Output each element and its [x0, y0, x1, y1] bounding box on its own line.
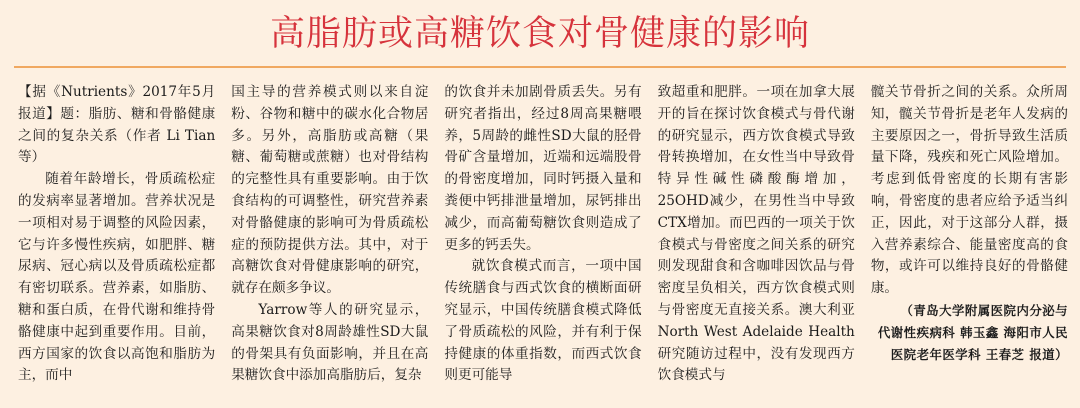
- column-5: [871, 82, 1068, 406]
- paragraph: 的饮食并未加剧骨质丢失。另有研究者指出，经过8周高果糖喂养，5周龄的雌性SD大鼠的胫骨骨矿含量增加，近端和远端股骨的骨密度增加，同时钙摄入量和粪便中钙排泄量增加，尿钙排出减少，而高葡萄糖饮食则造成了更多的钙丢失。: [444, 84, 642, 253]
- article-title: 高脂肪或高糖饮食对骨健康的影响: [269, 14, 810, 54]
- paragraph: 国主导的营养模式则以来自淀粉、谷物和糖中的碳水化合物居多。另外，高脂肪或高糖（果糖、葡萄糖或蔗糖）也对骨结构的完整性具有重要影响。由于饮食结构的可调整性，研究营养素对骨骼健康的影响可为骨质疏松症的预防提供方法。其中，对于高糖饮食对骨健康影响的研究，就存在颇多争议。: [231, 84, 429, 297]
- paragraph: Yarrow等人的研究显示，高果糖饮食对8周龄雄性SD大鼠的骨架具有负面影响，并且在高果糖饮食中添加高脂肪后，复杂: [231, 301, 429, 384]
- paragraph: 就饮食模式而言，一项中国传统膳食与西式饮食的横断面研究显示，中国传统膳食模式降低了骨质疏松的风险，并有利于保持健康的体重指数，而西式饮食则更可能导: [444, 258, 642, 384]
- source-line: 【据《Nutrients》2017年5月报道】题：脂肪、糖和骨骼健康之间的复杂关系（作者 Li Tian 等）: [18, 84, 216, 166]
- title-divider: [14, 66, 1066, 68]
- column-1: [18, 82, 215, 406]
- article-body: [18, 82, 1068, 406]
- column-4: [658, 82, 855, 406]
- paragraph: 随着年龄增长，骨质疏松症的发病率显著增加。营养状况是一项相对易于调整的风险因素，它与许多慢性疾病，如肥胖、糖尿病、冠心病以及骨质疏松症都有密切联系。营养素，如脂肪、糖和蛋白质，在骨代谢和维持骨骼健康中起到重要作用。目前，西方国家的饮食以高饱和脂肪为主，而中: [18, 171, 216, 384]
- column-2: [231, 82, 428, 406]
- column-3: [444, 82, 641, 406]
- author-credit: （青岛大学附属医院内分泌与代谢性疾病科 韩玉鑫 海阳市人民医院老年医学科 王春芝 报道）: [877, 302, 1069, 362]
- paragraph: 髋关节骨折之间的关系。众所周知，髋关节骨折是老年人发病的主要原因之一，骨折导致生活质量下降，残疾和死亡风险增加。考虑到低骨密度的长期有害影响，骨密度的患者应给予适当纠正，因此，对于这部分人群，摄入营养素综合、能量密度高的食物，或许可以维持良好的骨骼健康。: [870, 84, 1069, 297]
- paragraph: 致超重和肥胖。一项在加拿大展开的旨在探讨饮食模式与骨代谢的研究显示，西方饮食模式导致骨转换增加，在女性当中导致骨特异性碱性磷酸酶增加，25OHD减少，在男性当中导致CTX增加。而巴西的一项关于饮食模式与骨密度之间关系的研究则发现甜食和含咖啡因饮品与骨密度呈负相关，西方饮食模式则与骨密度无直接关系。澳大利亚North West Adelaide Health研究随访过程中，没有发现西方饮食模式与: [657, 84, 855, 384]
